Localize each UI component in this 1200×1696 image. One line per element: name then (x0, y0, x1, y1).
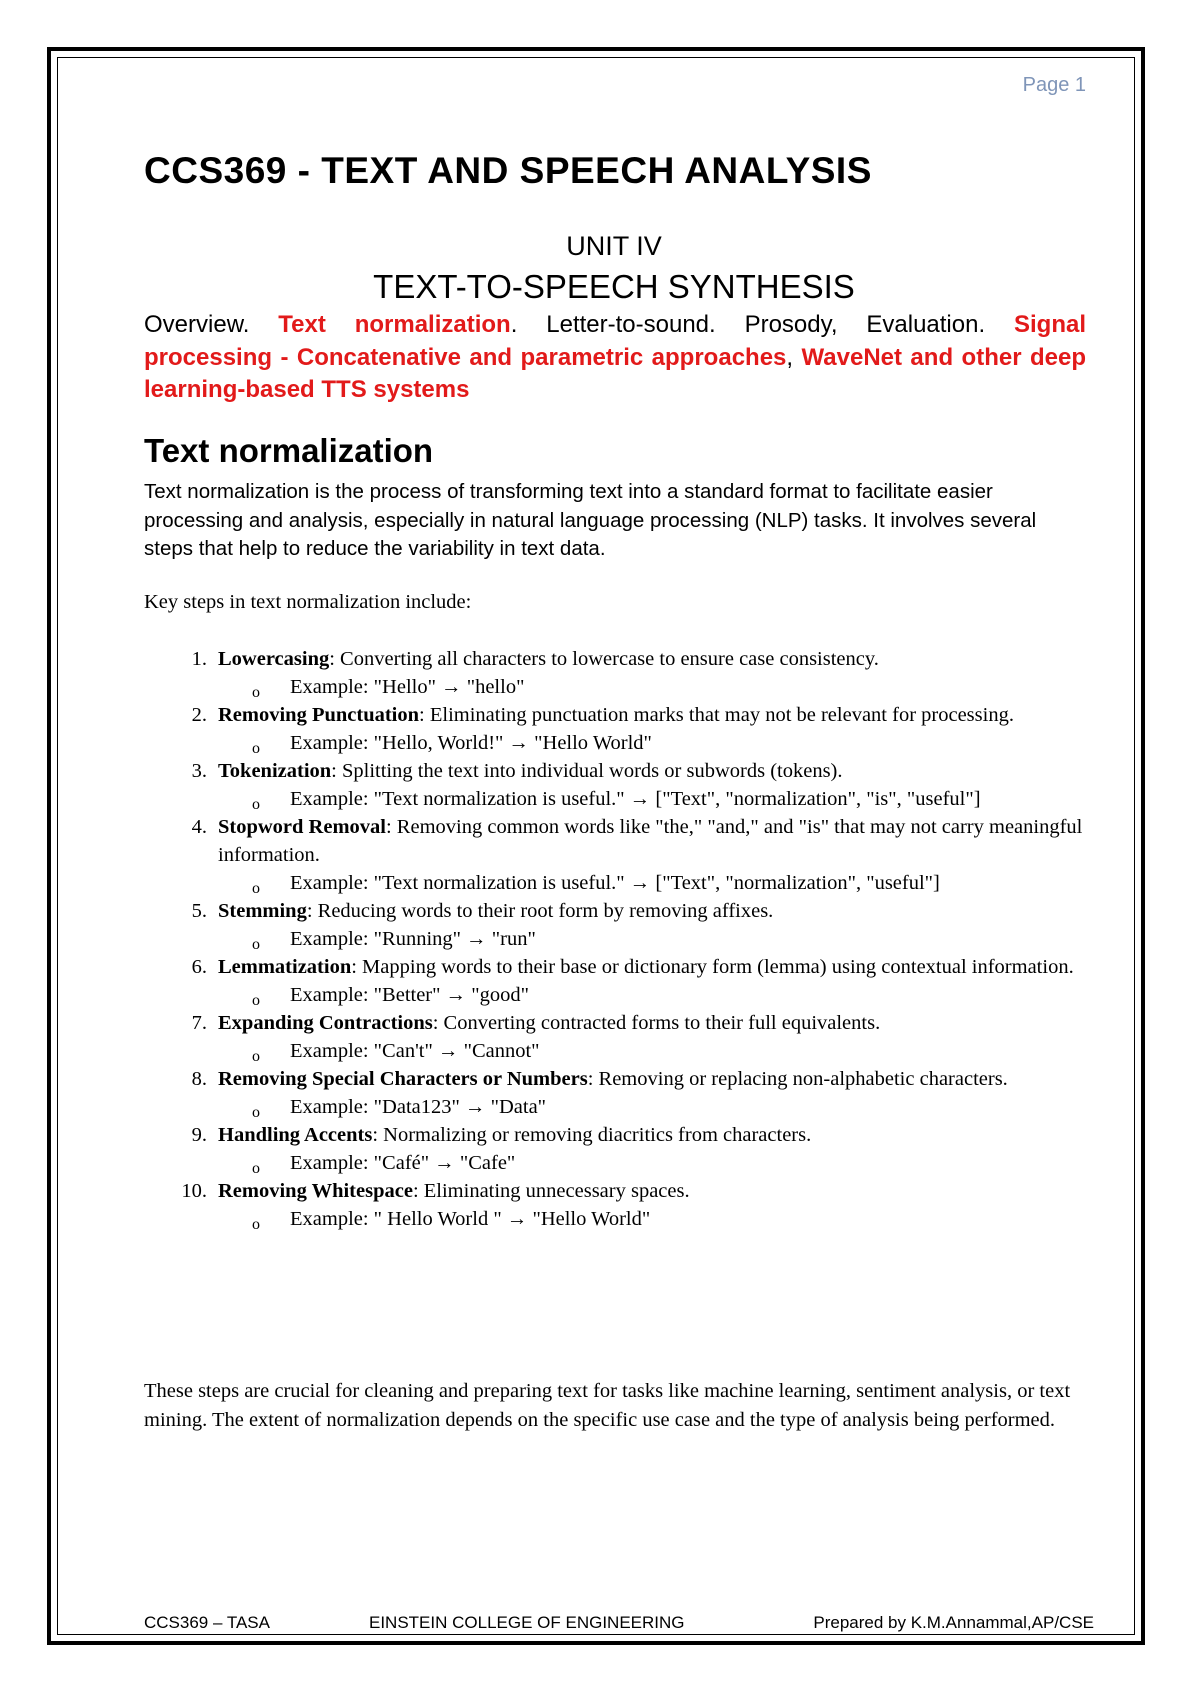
page-footer (144, 1613, 1094, 1639)
step-term: Removing Punctuation (218, 704, 420, 726)
step-example (144, 1149, 1094, 1177)
section-heading: Text normalization (144, 432, 434, 469)
step-number: 5. (191, 900, 207, 922)
step-term: Expanding Contractions (218, 1012, 433, 1034)
section-conclusion: These steps are crucial for cleaning and preparing text for tasks like machine learning, sentiment analysis, or text mining. The extent of normalization depends on the specific use case and the type of analysis being performed. (144, 1380, 1071, 1431)
example-text: Example: "Data123" → "Data" (290, 1096, 547, 1118)
syllabus-comma: , (786, 343, 802, 371)
list-item (144, 897, 1094, 953)
example-text: Example: "Hello, World!" → "Hello World" (290, 732, 652, 754)
footer-course-code: CCS369 – TASA (144, 1613, 270, 1632)
step-line (144, 813, 1094, 869)
list-item (144, 645, 1094, 701)
list-item (144, 953, 1094, 1009)
example-text: Example: "Running" → "run" (290, 928, 536, 950)
bullet-marker: o (252, 740, 260, 757)
step-description: : Removing or replacing non-alphabetic characters. (587, 1068, 1008, 1090)
step-line (144, 645, 1094, 673)
bullet-marker: o (252, 1104, 260, 1121)
step-line (144, 1177, 1094, 1205)
document-title: CCS369 - TEXT AND SPEECH ANALYSIS (144, 150, 872, 191)
footer-author: Prepared by K.M.Annammal,AP/CSE (813, 1613, 1094, 1632)
list-item (144, 757, 1094, 813)
step-description: : Converting contracted forms to their full equivalents. (432, 1012, 881, 1034)
bullet-marker: o (252, 1216, 260, 1233)
section-intro: Text normalization is the process of transforming text into a standard format to facilitate easier processing and analysis, especially in natural language processing (NLP) tasks. It involves several steps that help to reduce the variability in text data. (144, 480, 1037, 560)
step-description: : Mapping words to their base or dictionary form (lemma) using contextual information. (351, 956, 1074, 978)
step-number: 4. (191, 816, 207, 838)
step-number: 8. (191, 1068, 207, 1090)
step-description: : Removing common words like "the," "and," and "is" that may not carry meaningful information. (218, 816, 1083, 866)
example-text: Example: "Text normalization is useful." → ["Text", "normalization", "useful"] (290, 872, 940, 894)
page-number: Page 1 (1022, 74, 1086, 96)
step-number: 1. (191, 648, 207, 670)
list-item (144, 1177, 1094, 1233)
list-item (144, 1009, 1094, 1065)
step-example (144, 925, 1094, 953)
step-number: 9. (191, 1124, 207, 1146)
step-term: Removing Special Characters or Numbers (218, 1068, 588, 1090)
bullet-marker: o (252, 1048, 260, 1065)
list-item (144, 1121, 1094, 1177)
bullet-marker: o (252, 936, 260, 953)
list-item (144, 1065, 1094, 1121)
step-example (144, 785, 1094, 813)
example-text: Example: "Hello" → "hello" (290, 676, 525, 698)
step-line (144, 757, 1094, 785)
step-example (144, 869, 1094, 897)
step-example (144, 729, 1094, 757)
step-line (144, 701, 1094, 729)
syllabus-middle: . Letter-to-sound. Prosody, Evaluation. (510, 311, 1014, 338)
step-number: 10. (181, 1180, 207, 1202)
step-example (144, 1037, 1094, 1065)
step-term: Tokenization (218, 760, 332, 782)
step-number: 2. (191, 704, 207, 726)
step-term: Stemming (218, 900, 307, 922)
list-item (144, 701, 1094, 757)
list-item (144, 813, 1094, 897)
example-text: Example: " Hello World " → "Hello World" (290, 1208, 651, 1230)
syllabus-wavenet: WaveNet and other deep learning-based TTS systems (144, 343, 1086, 403)
step-description: : Eliminating unnecessary spaces. (412, 1180, 690, 1202)
step-example (144, 1205, 1094, 1233)
syllabus-text-normalization: Text normalization (278, 311, 511, 338)
step-term: Lowercasing (218, 648, 330, 670)
bullet-marker: o (252, 880, 260, 897)
syllabus-signal-processing: Signal processing - Concatenative and parametric approaches (144, 311, 1087, 371)
step-example (144, 981, 1094, 1009)
example-text: Example: "Café" → "Cafe" (290, 1152, 516, 1174)
step-description: : Converting all characters to lowercase to ensure case consistency. (329, 648, 879, 670)
step-number: 6. (191, 956, 207, 978)
unit-title: TEXT-TO-SPEECH SYNTHESIS (373, 268, 855, 305)
normalization-steps-list (144, 645, 1094, 1233)
step-description: : Normalizing or removing diacritics from characters. (372, 1124, 812, 1146)
step-line (144, 1121, 1094, 1149)
step-line (144, 1009, 1094, 1037)
step-description: : Splitting the text into individual words or subwords (tokens). (331, 760, 843, 782)
step-number: 7. (191, 1012, 207, 1034)
unit-label: UNIT IV (566, 231, 662, 261)
step-term: Removing Whitespace (218, 1180, 413, 1202)
step-description: : Reducing words to their root form by removing affixes. (306, 900, 774, 922)
step-term: Stopword Removal (218, 816, 386, 838)
step-term: Handling Accents (218, 1124, 373, 1146)
example-text: Example: "Text normalization is useful." → ["Text", "normalization", "is", "useful"] (290, 788, 981, 810)
step-term: Lemmatization (218, 956, 352, 978)
example-text: Example: "Better" → "good" (290, 984, 529, 1006)
step-example (144, 673, 1094, 701)
bullet-marker: o (252, 796, 260, 813)
key-steps-label: Key steps in text normalization include: (144, 591, 472, 613)
example-text: Example: "Can't" → "Cannot" (290, 1040, 540, 1062)
step-line (144, 953, 1094, 981)
bullet-marker: o (252, 1160, 260, 1177)
footer-college-name: EINSTEIN COLLEGE OF ENGINEERING (369, 1613, 685, 1632)
step-example (144, 1093, 1094, 1121)
step-number: 3. (191, 760, 207, 782)
syllabus-topics (144, 309, 1086, 407)
step-description: : Eliminating punctuation marks that may not be relevant for processing. (419, 704, 1014, 726)
bullet-marker: o (252, 992, 260, 1009)
bullet-marker: o (252, 684, 260, 701)
syllabus-overview: Overview. (144, 311, 279, 338)
step-line (144, 1065, 1094, 1093)
step-line (144, 897, 1094, 925)
